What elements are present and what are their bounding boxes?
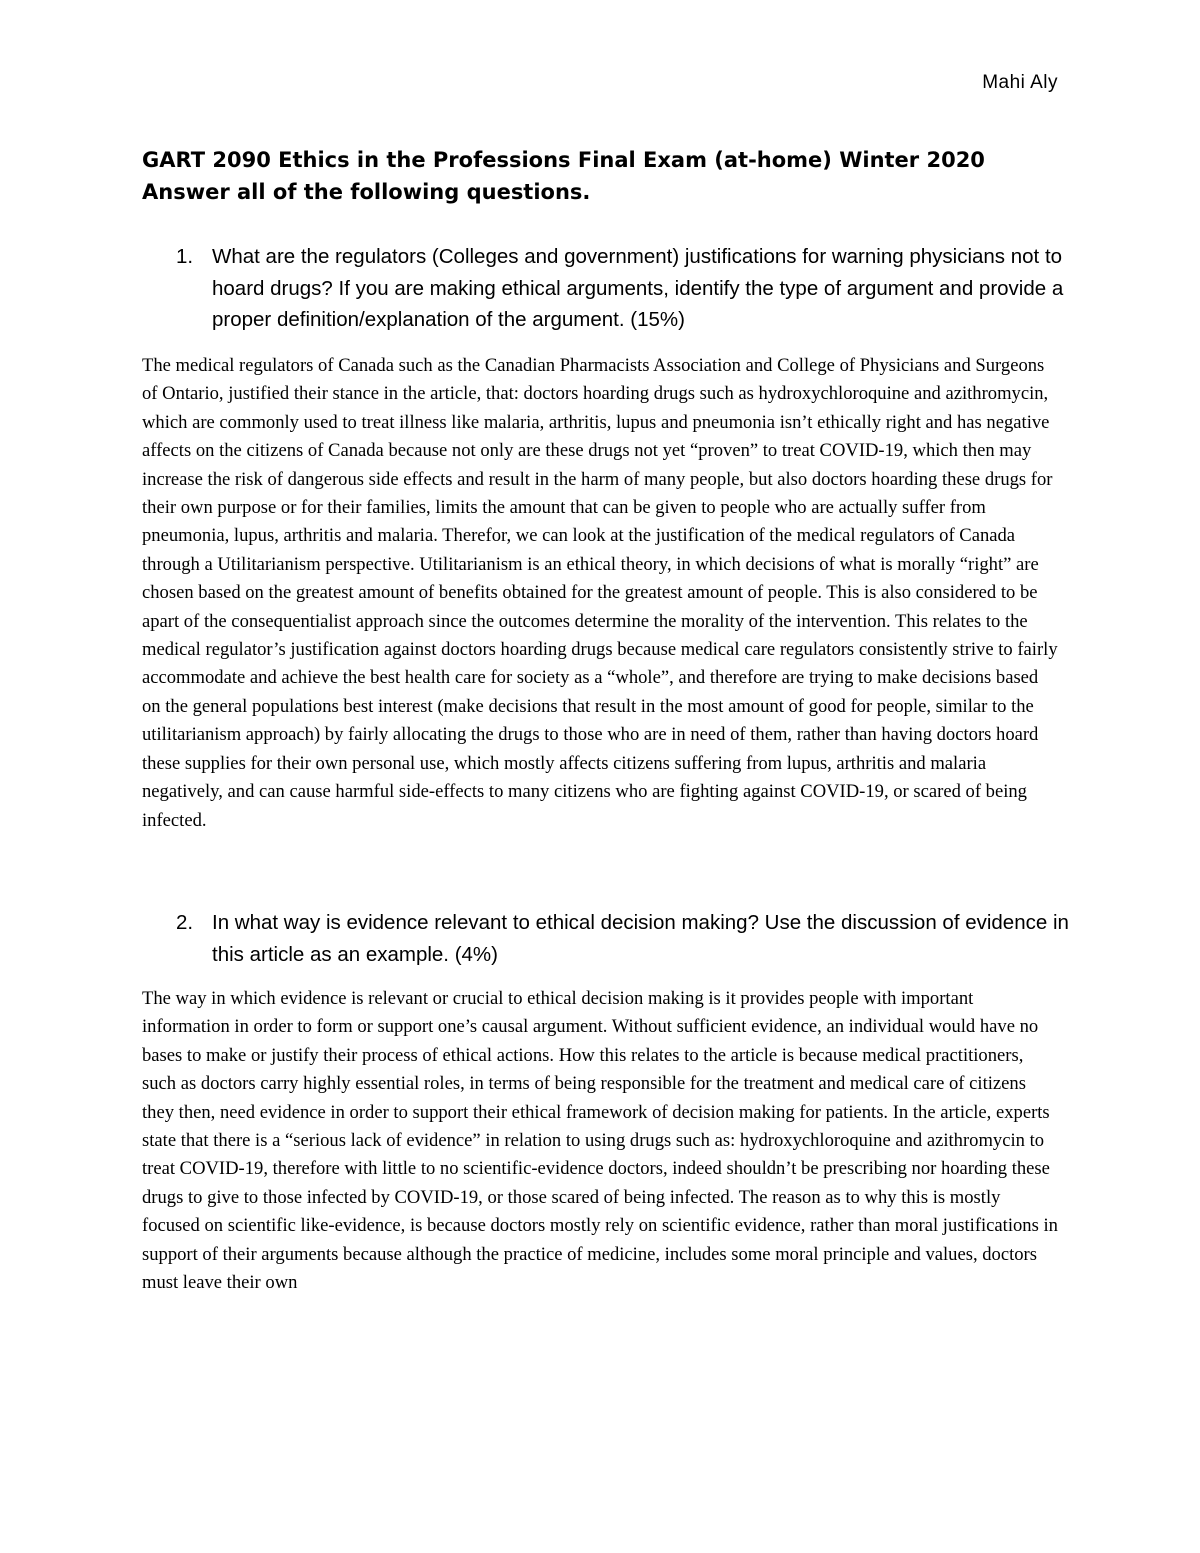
- question-2: [142, 907, 1072, 970]
- question-text: What are the regulators (Colleges and government) justifications for warning physicians not to hoard drugs? If you are making ethical arguments, identify the type of argument and provide a proper definition/explanation of the argument. (15%): [212, 245, 1064, 331]
- exam-instructions: Answer all of the following questions.: [142, 180, 591, 204]
- author-name: Mahi Aly: [982, 72, 1058, 93]
- answer-1: The medical regulators of Canada such as the Canadian Pharmacists Association and College of Physicians and Surgeons of Ontario, justified their stance in the article, that: doctors hoarding drugs such as hydroxychloroquine and azithromycin, which are commonly used to treat illness like malaria, arthritis, lupus and pneumonia isn’t ethically right and has negative affects on the citizens of Canada because not only are these drugs not yet “proven” to treat COVID-19, which then may increase the risk of dangerous side effects and result in the harm of many people, but also doctors hoarding these drugs for their own purpose or for their families, limits the amount that can be given to people who are actually suffer from pneumonia, lupus, arthritis and malaria. Therefor, we can look at the justification of the medical regulators of Canada through a Utilitarianism perspective. Utilitarianism is an ethical theory, in which decisions of what is morally “right” are chosen based on the greatest amount of benefits obtained for the greatest amount of people. This is also considered to be apart of the consequentialist approach since the outcomes determine the morality of the intervention. This relates to the medical regulator’s justification against doctors hoarding drugs because medical care regulators consistently strive to fairly accommodate and achieve the best health care for society as a “whole”, and therefore are trying to make decisions based on the general populations best interest (make decisions that result in the most amount of good for people, similar to the utilitarianism approach) by fairly allocating the drugs to those who are in need of them, rather than having doctors hoard these supplies for their own personal use, which mostly affects citizens suffering from lupus, arthritis and malaria negatively, and can cause harmful side-effects to many citizens who are fighting against COVID-19, or scared of being infected.: [142, 355, 1058, 831]
- question-text: In what way is evidence relevant to ethical decision making? Use the discussion of evidence in this article as an example. (4%): [212, 911, 1069, 966]
- question-number: 2.: [176, 911, 194, 934]
- exam-title: [142, 144, 1072, 208]
- question-number: 1.: [176, 245, 194, 268]
- exam-title-line-1: GART 2090 Ethics in the Professions Final Exam (at-home) Winter 2020: [142, 148, 985, 172]
- answer-2: The way in which evidence is relevant or crucial to ethical decision making is it provides people with important information in order to form or support one’s causal argument. Without sufficient evidence, an individual would have no bases to make or justify their process of ethical actions. How this relates to the article is because medical practitioners, such as doctors carry highly essential roles, in terms of being responsible for the treatment and medical care of citizens they then, need evidence in order to support their ethical framework of decision making for patients. In the article, experts state that there is a “serious lack of evidence” in relation to using drugs such as: hydroxychloroquine and azithromycin to treat COVID-19, therefore with little to no scientific-evidence doctors, indeed shouldn’t be prescribing nor hoarding these drugs to give to those infected by COVID-19, or those scared of being infected. The reason as to why this is mostly focused on scientific like-evidence, is because doctors mostly rely on scientific evidence, rather than moral justifications in support of their arguments because although the practice of medicine, includes some moral principle and values, doctors must leave their own: [142, 988, 1058, 1294]
- question-1: [142, 241, 1072, 336]
